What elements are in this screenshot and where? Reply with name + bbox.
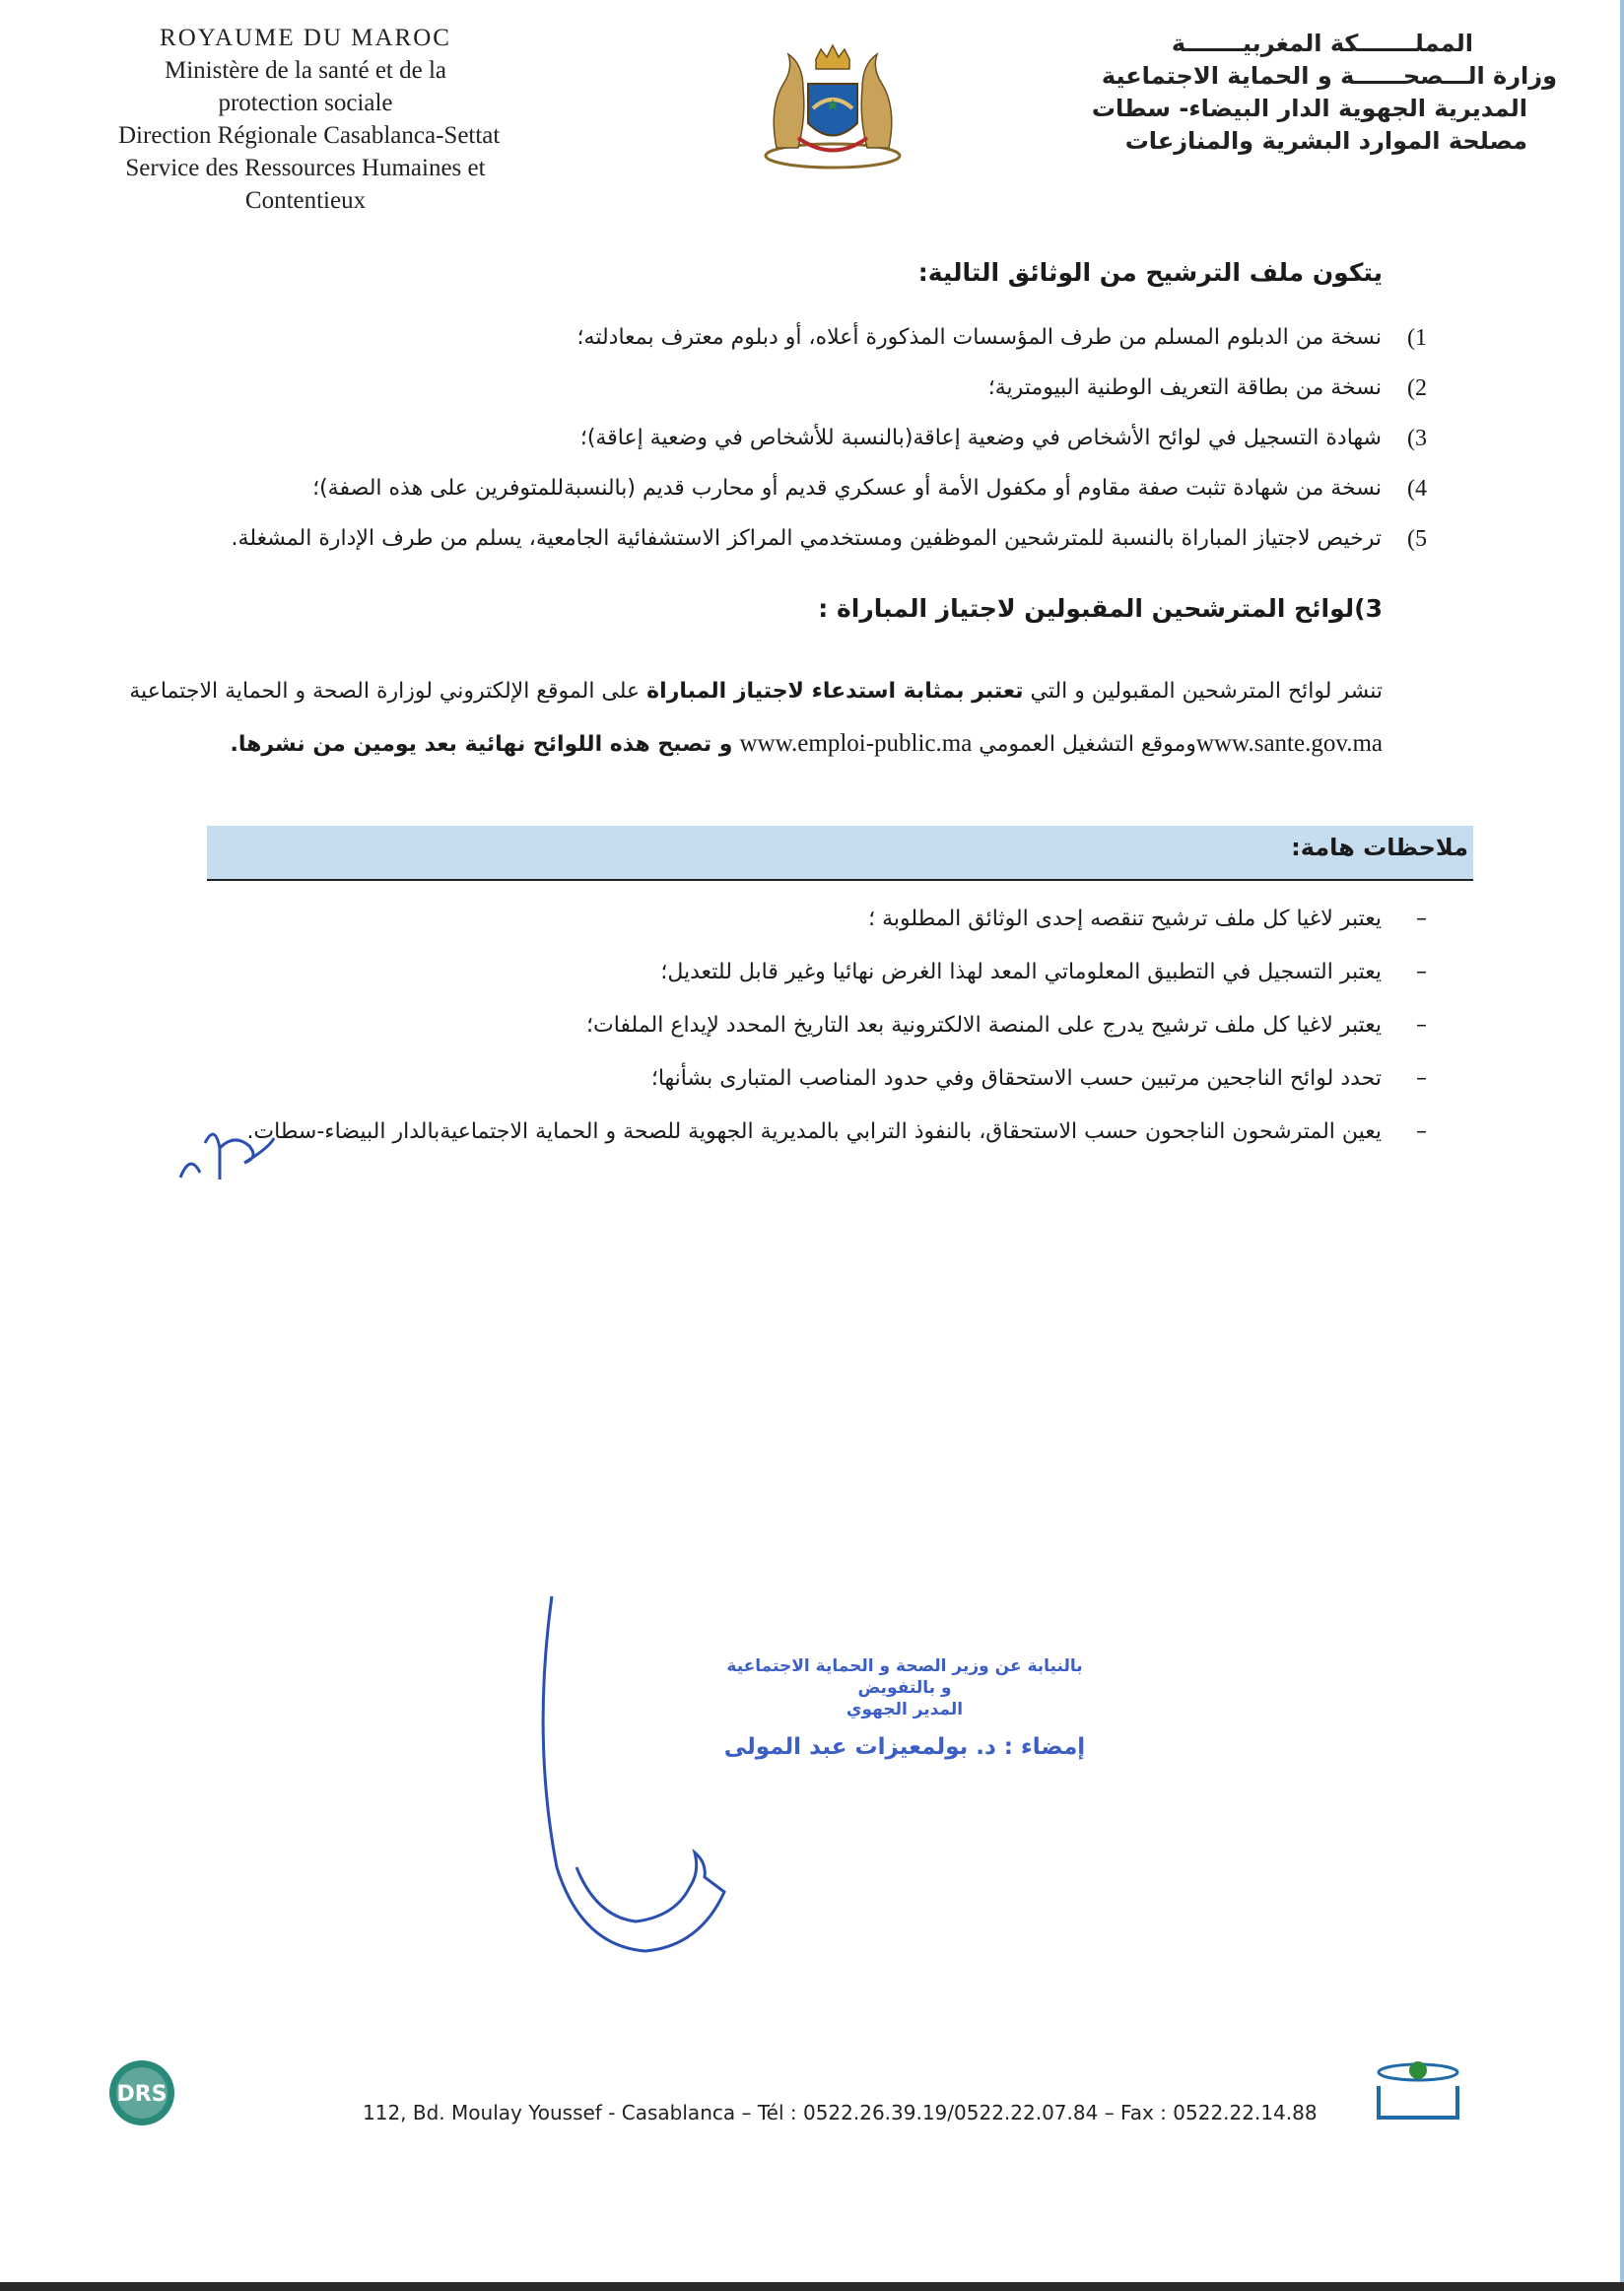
documents-title: يتكون ملف الترشيح من الوثائق التالية: [917, 258, 1383, 287]
header-fr-line-1: ROYAUME DU MAROC [160, 25, 451, 51]
note-text: يعتبر التسجيل في التطبيق المعلوماتي المعد لهذا الغرض نهائيا وغير قابل للتعديل؛ [660, 960, 1382, 984]
header-ar-line-2: وزارة الـــصحــــــة و الحماية الاجتماعية [1101, 62, 1557, 90]
item-text: نسخة من الدبلوم المسلم من طرف المؤسسات المذكورة أعلاه، أو دبلوم معترف بمعادلته؛ [576, 325, 1382, 350]
list-item [312, 476, 1427, 526]
note-text: يعتبر لاغيا كل ملف ترشيح يدرج على المنصة الالكترونية بعد التاريخ المحدد لإيداع الملفات؛ [585, 1013, 1382, 1038]
header-fr-line-4: Direction Régionale Casablanca-Settat [118, 122, 501, 149]
lists-paragraph [129, 665, 1383, 771]
list-item [323, 426, 1427, 476]
note-text: يعتبر لاغيا كل ملف ترشيح تنقصه إحدى الوثائق المطلوبة ؛ [868, 907, 1382, 931]
header-fr-line-2: Ministère de la santé et de la [165, 57, 446, 84]
list-item [231, 526, 1427, 576]
signature-stamp [648, 1655, 1161, 1760]
list-item [195, 1066, 1427, 1119]
para-bold-1: تعتبر بمثابة استدعاء لاجتياز المباراة [646, 679, 1024, 704]
list-item [195, 907, 1427, 960]
notes-header-bar [207, 826, 1473, 881]
header-fr-line-5: Service des Ressources Humaines et [125, 155, 486, 181]
header-ar-line-4: مصلحة الموارد البشرية والمنازعات [1124, 127, 1527, 155]
stamp-line-1: بالنيابة عن وزير الصحة و الحماية الاجتماعية [726, 1656, 1083, 1676]
item-text: نسخة من بطاقة التعريف الوطنية البيومترية؛ [987, 375, 1382, 400]
page-edge [1620, 0, 1624, 2291]
documents-list [231, 325, 1427, 576]
header-fr-line-6: Contentieux [244, 187, 367, 214]
list-item [195, 1013, 1427, 1066]
item-number: 2) [1407, 375, 1427, 401]
notes-title: ملاحظات هامة: [1291, 834, 1468, 861]
dash-bullet: – [1416, 1119, 1427, 1144]
stamp-signatory-name: إمضاء : د. بولمعيزات عبد المولى [723, 1734, 1086, 1760]
coat-of-arms-emblem [759, 39, 907, 172]
stamp-line-3: المدير الجهوي [846, 1700, 964, 1719]
header-ar-line-3: المديرية الجهوية الدار البيضاء- سطات [1091, 95, 1527, 122]
notes-list [195, 907, 1427, 1173]
para-text-3: وموقع التشغيل العمومي [972, 732, 1196, 757]
item-text: نسخة من شهادة تثبت صفة مقاوم أو مكفول الأمة أو عسكري قديم أو محارب قديم (بالنسبةللمتوفرين على هذه الصفة)؛ [312, 476, 1382, 501]
para-bold-2: و تصبح هذه اللوائح نهائية بعد يومين من نشرها. [230, 732, 733, 757]
item-text: شهادة التسجيل في لوائح الأشخاص في وضعية إعاقة(بالنسبة للأشخاص في وضعية إعاقة)؛ [579, 426, 1382, 450]
handwritten-initials [175, 1118, 284, 1187]
header-fr-line-3: protection sociale [218, 90, 393, 116]
dash-bullet: – [1416, 960, 1427, 984]
para-text-2: على الموقع الإلكتروني لوزارة الصحة و الحماية الاجتماعية [129, 679, 647, 704]
dash-bullet: – [1416, 1066, 1427, 1091]
para-text-1: تنشر لوائح المترشحين المقبولين و التي [1023, 679, 1383, 704]
item-number: 1) [1407, 325, 1427, 351]
site-link-sante[interactable]: www.sante.gov.ma [1195, 730, 1383, 757]
stamp-line-2: و بالتفويض [857, 1678, 952, 1698]
list-item [195, 1119, 1427, 1173]
note-text: تحدد لوائح الناجحين مرتبين حسب الاستحقاق وفي حدود المناصب المتبارى بشأنها؛ [650, 1066, 1382, 1091]
list-item [195, 960, 1427, 1013]
item-number: 3) [1407, 426, 1427, 451]
handwritten-signature [537, 1591, 734, 1966]
dash-bullet: – [1416, 907, 1427, 931]
list-item [323, 325, 1427, 375]
scan-bottom-edge [0, 2282, 1624, 2291]
dash-bullet: – [1416, 1013, 1427, 1038]
header-ar-line-1: المملـــــــكة المغربيـــــــة [1171, 30, 1473, 57]
site-link-emploi[interactable]: www.emploi-public.ma [739, 730, 973, 757]
footer-address: 112, Bd. Moulay Youssef - Casablanca – Tél : 0522.26.39.19/0522.22.07.84 – Fax : 0522.22.14.88 [363, 2101, 1318, 2124]
item-text: ترخيص لاجتياز المباراة بالنسبة للمترشحين الموظفين ومستخدمي المراكز الاستشفائية الجامعية، يسلم من طرف الإدارة المشغلة. [231, 526, 1382, 551]
drs-logo [106, 2057, 177, 2128]
drs-logo-text: DRS [116, 2082, 168, 2107]
item-number: 4) [1407, 476, 1427, 502]
ministry-logo [1373, 2053, 1463, 2122]
note-text: يعين المترشحون الناجحون حسب الاستحقاق، بالنفوذ الترابي بالمديرية الجهوية للصحة و الحماية الاجتماعيةبالدار البيضاء-سطات. [246, 1119, 1382, 1144]
lists-section-title: 3)لوائح المترشحين المقبولين لاجتياز المباراة : [818, 594, 1383, 623]
list-item [323, 375, 1427, 426]
item-number: 5) [1407, 526, 1427, 552]
header-arabic [1005, 28, 1557, 158]
header-french [118, 22, 501, 217]
